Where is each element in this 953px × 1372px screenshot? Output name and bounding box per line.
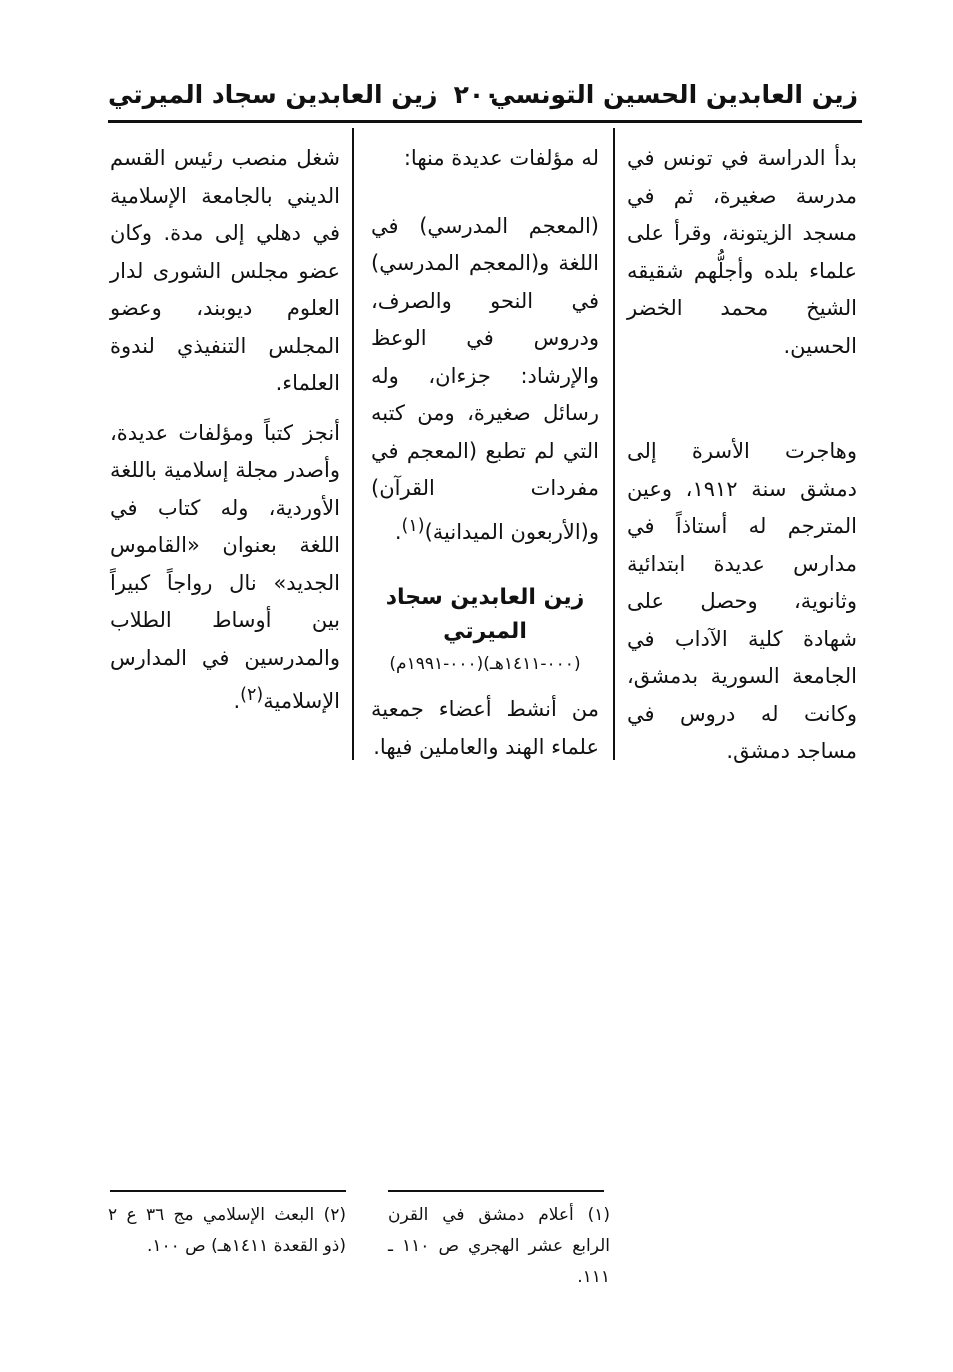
footnote-2: (٢) البعث الإسلامي مج ٣٦ ع ٢ (ذو القعدة ١٤١١هـ) ص ١٠٠. <box>108 1205 346 1256</box>
footnote-rule <box>388 1190 604 1192</box>
paragraph: بدأ الدراسة في تونس في مدرسة صغيرة، ثم في مسجد الزيتونة، وقرأ على علماء بلده وأجلُّهم شقيقه الشيخ محمد الخضر الحسين. <box>627 146 857 358</box>
paragraph: (المعجم المدرسي) في اللغة و(المعجم المدرسي) في النحو والصرف، ودروس في الوعظ والإرشاد: جزءان، وله رسائل صغيرة، ومن كتبه التي لم تطبع (المعجم في مفردات القرآن) و(الأربعون الميدانية)$^{(١)}$. <box>371 213 599 544</box>
column-left <box>110 140 340 721</box>
footnote-rule <box>110 1190 346 1192</box>
paragraph: شغل منصب رئيس القسم الديني بالجامعة الإسلامية في دهلي إلى مدة. وكان عضو مجلس الشورى لدار العلوم ديوبند، وعضو المجلس التنفيذي لندوة العلماء. <box>110 146 340 395</box>
paragraph: من أنشط أعضاء جمعية علماء الهند والعاملين فيها. <box>371 697 599 759</box>
footnote-1: (١) أعلام دمشق في القرن الرابع عشر الهجري ص ١١٠ ـ ١١١. <box>388 1205 610 1287</box>
column-divider-left <box>352 128 354 760</box>
running-header-left: زين العابدين سجاد الميرتي <box>108 80 438 109</box>
header-rule <box>108 120 862 123</box>
paragraph: وهاجرت الأسرة إلى دمشق سنة ١٩١٢، وعين المترجم له أستاذاً في مدارس عديدة ابتدائية وثانوية، وحصل على شهادة كلية الآداب في الجامعة السورية بدمشق، وكانت له دروس في مساجد دمشق. <box>627 439 858 763</box>
page-number: ٢٠٠ <box>453 80 500 109</box>
footnote-ref: (١) <box>401 515 425 536</box>
footnote-ref: (٢) <box>240 685 264 705</box>
entry-title: زين العابدين سجاد الميرتي <box>385 585 585 644</box>
entry-dates: (٠٠٠-١٤١١هـ)(٠٠٠-١٩٩١م) <box>389 654 581 674</box>
paragraph: له مؤلفات عديدة منها: <box>403 146 599 170</box>
column-middle <box>371 140 599 766</box>
column-right <box>627 140 857 771</box>
paragraph: أنجز كتباً ومؤلفات عديدة، وأصدر مجلة إسلامية باللغة الأوردية، وله كتاب في اللغة بعنوان «القاموس الجديد» نال رواجاً كبيراً بين أوساط الطلاب والمدرسين في المدارس الإسلامية$^{(٢)}$. <box>110 420 340 713</box>
running-header-right: زين العابدين الحسين التونسي <box>490 80 858 109</box>
column-divider-right <box>613 128 615 760</box>
